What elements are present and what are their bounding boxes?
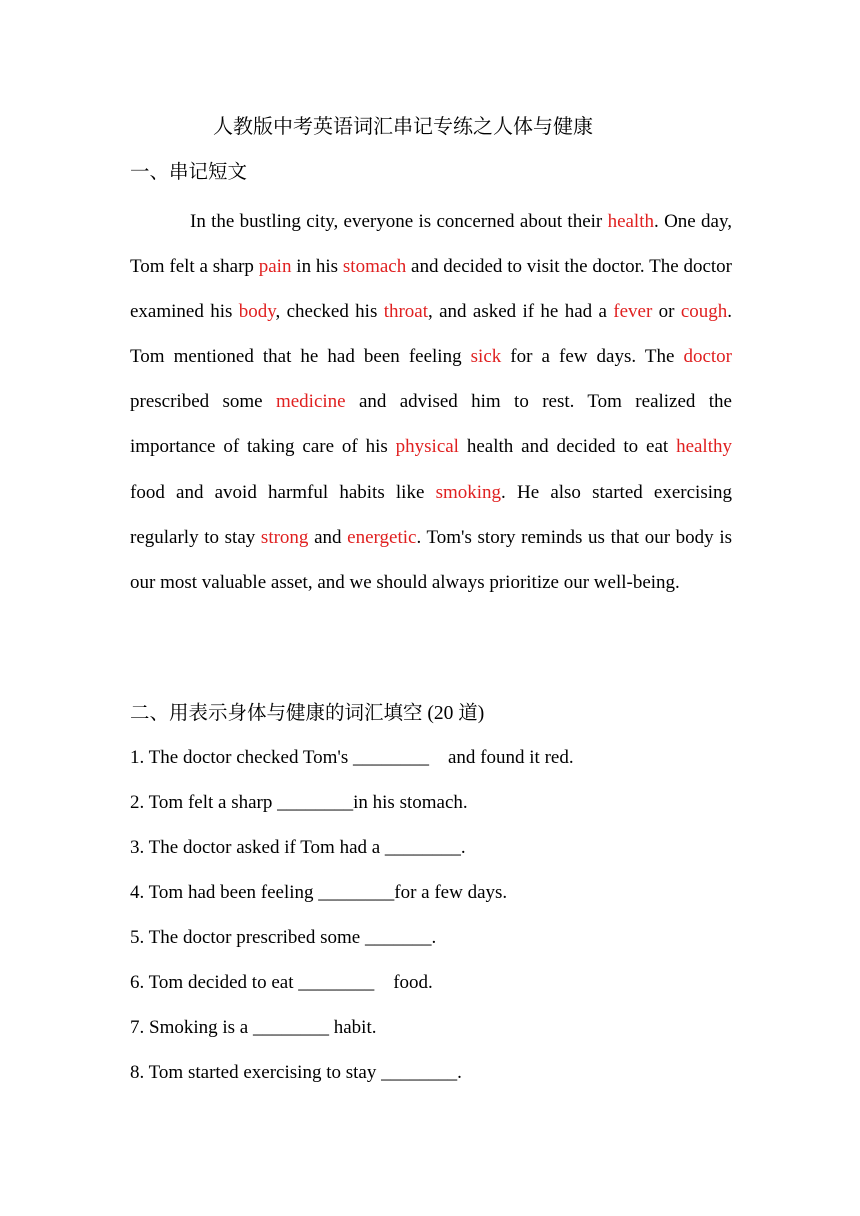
passage-text: , and asked if he had a <box>428 301 614 323</box>
passage-text: prescribed some <box>130 391 276 413</box>
passage-text: and <box>308 526 348 548</box>
story-passage <box>130 199 732 605</box>
highlighted-word: cough <box>680 301 728 323</box>
highlighted-word: health <box>607 211 654 232</box>
passage-text: and advised him to rest. Tom realized the importance of taking care of his <box>130 391 732 458</box>
section-1-heading: 一、串记短文 <box>130 162 248 183</box>
question-3: 3. The doctor asked if Tom had a ________. <box>130 837 466 858</box>
question-2: 2. Tom felt a sharp ________in his stomach. <box>130 792 468 813</box>
question-4: 4. Tom had been feeling ________for a few days. <box>130 882 508 903</box>
passage-text: and decided to visit the doctor. The doctor examined his <box>130 256 732 323</box>
question-7: 7. Smoking is a ________ habit. <box>130 1017 377 1038</box>
passage-text: or <box>652 301 681 323</box>
highlighted-word: medicine <box>275 391 346 413</box>
passage-text: in his <box>291 256 343 278</box>
highlighted-word: smoking <box>435 481 502 503</box>
passage-text: , checked his <box>275 301 384 323</box>
question-8: 8. Tom started exercising to stay ________. <box>130 1062 462 1083</box>
section-2-heading: 二、用表示身体与健康的词汇填空 (20 道) <box>130 703 485 724</box>
highlighted-word: stomach <box>342 256 407 278</box>
highlighted-word: body <box>238 301 276 323</box>
highlighted-word: throat <box>383 301 429 323</box>
highlighted-word: doctor <box>683 346 732 368</box>
question-5: 5. The doctor prescribed some _______. <box>130 927 437 948</box>
passage-text: . One day, Tom felt a sharp <box>130 211 732 278</box>
highlighted-word: strong <box>260 526 309 548</box>
highlighted-word: healthy <box>676 436 732 458</box>
passage-text: . Tom's story reminds us that our body is our most valuable asset, and we should always prioritize our well-being. <box>130 526 732 593</box>
highlighted-word: energetic <box>347 526 417 548</box>
passage-text: health and decided to eat <box>458 436 677 458</box>
document-title: 人教版中考英语词汇串记专练之人体与健康 <box>213 116 593 138</box>
passage-text: for a few days. The <box>501 346 684 368</box>
highlighted-word: physical <box>395 436 459 458</box>
passage-text: In the bustling city, everyone is concerned about their <box>190 211 608 232</box>
highlighted-word: pain <box>258 256 292 278</box>
question-6: 6. Tom decided to eat ________ food. <box>130 972 433 993</box>
passage-text: . Tom mentioned that he had been feeling <box>130 301 732 368</box>
highlighted-word: fever <box>613 301 653 323</box>
passage-text: food and avoid harmful habits like <box>130 481 436 503</box>
highlighted-word: sick <box>470 346 502 368</box>
passage-text: . He also started exercising regularly to stay <box>130 481 733 548</box>
question-1: 1. The doctor checked Tom's ________ and found it red. <box>130 747 574 768</box>
